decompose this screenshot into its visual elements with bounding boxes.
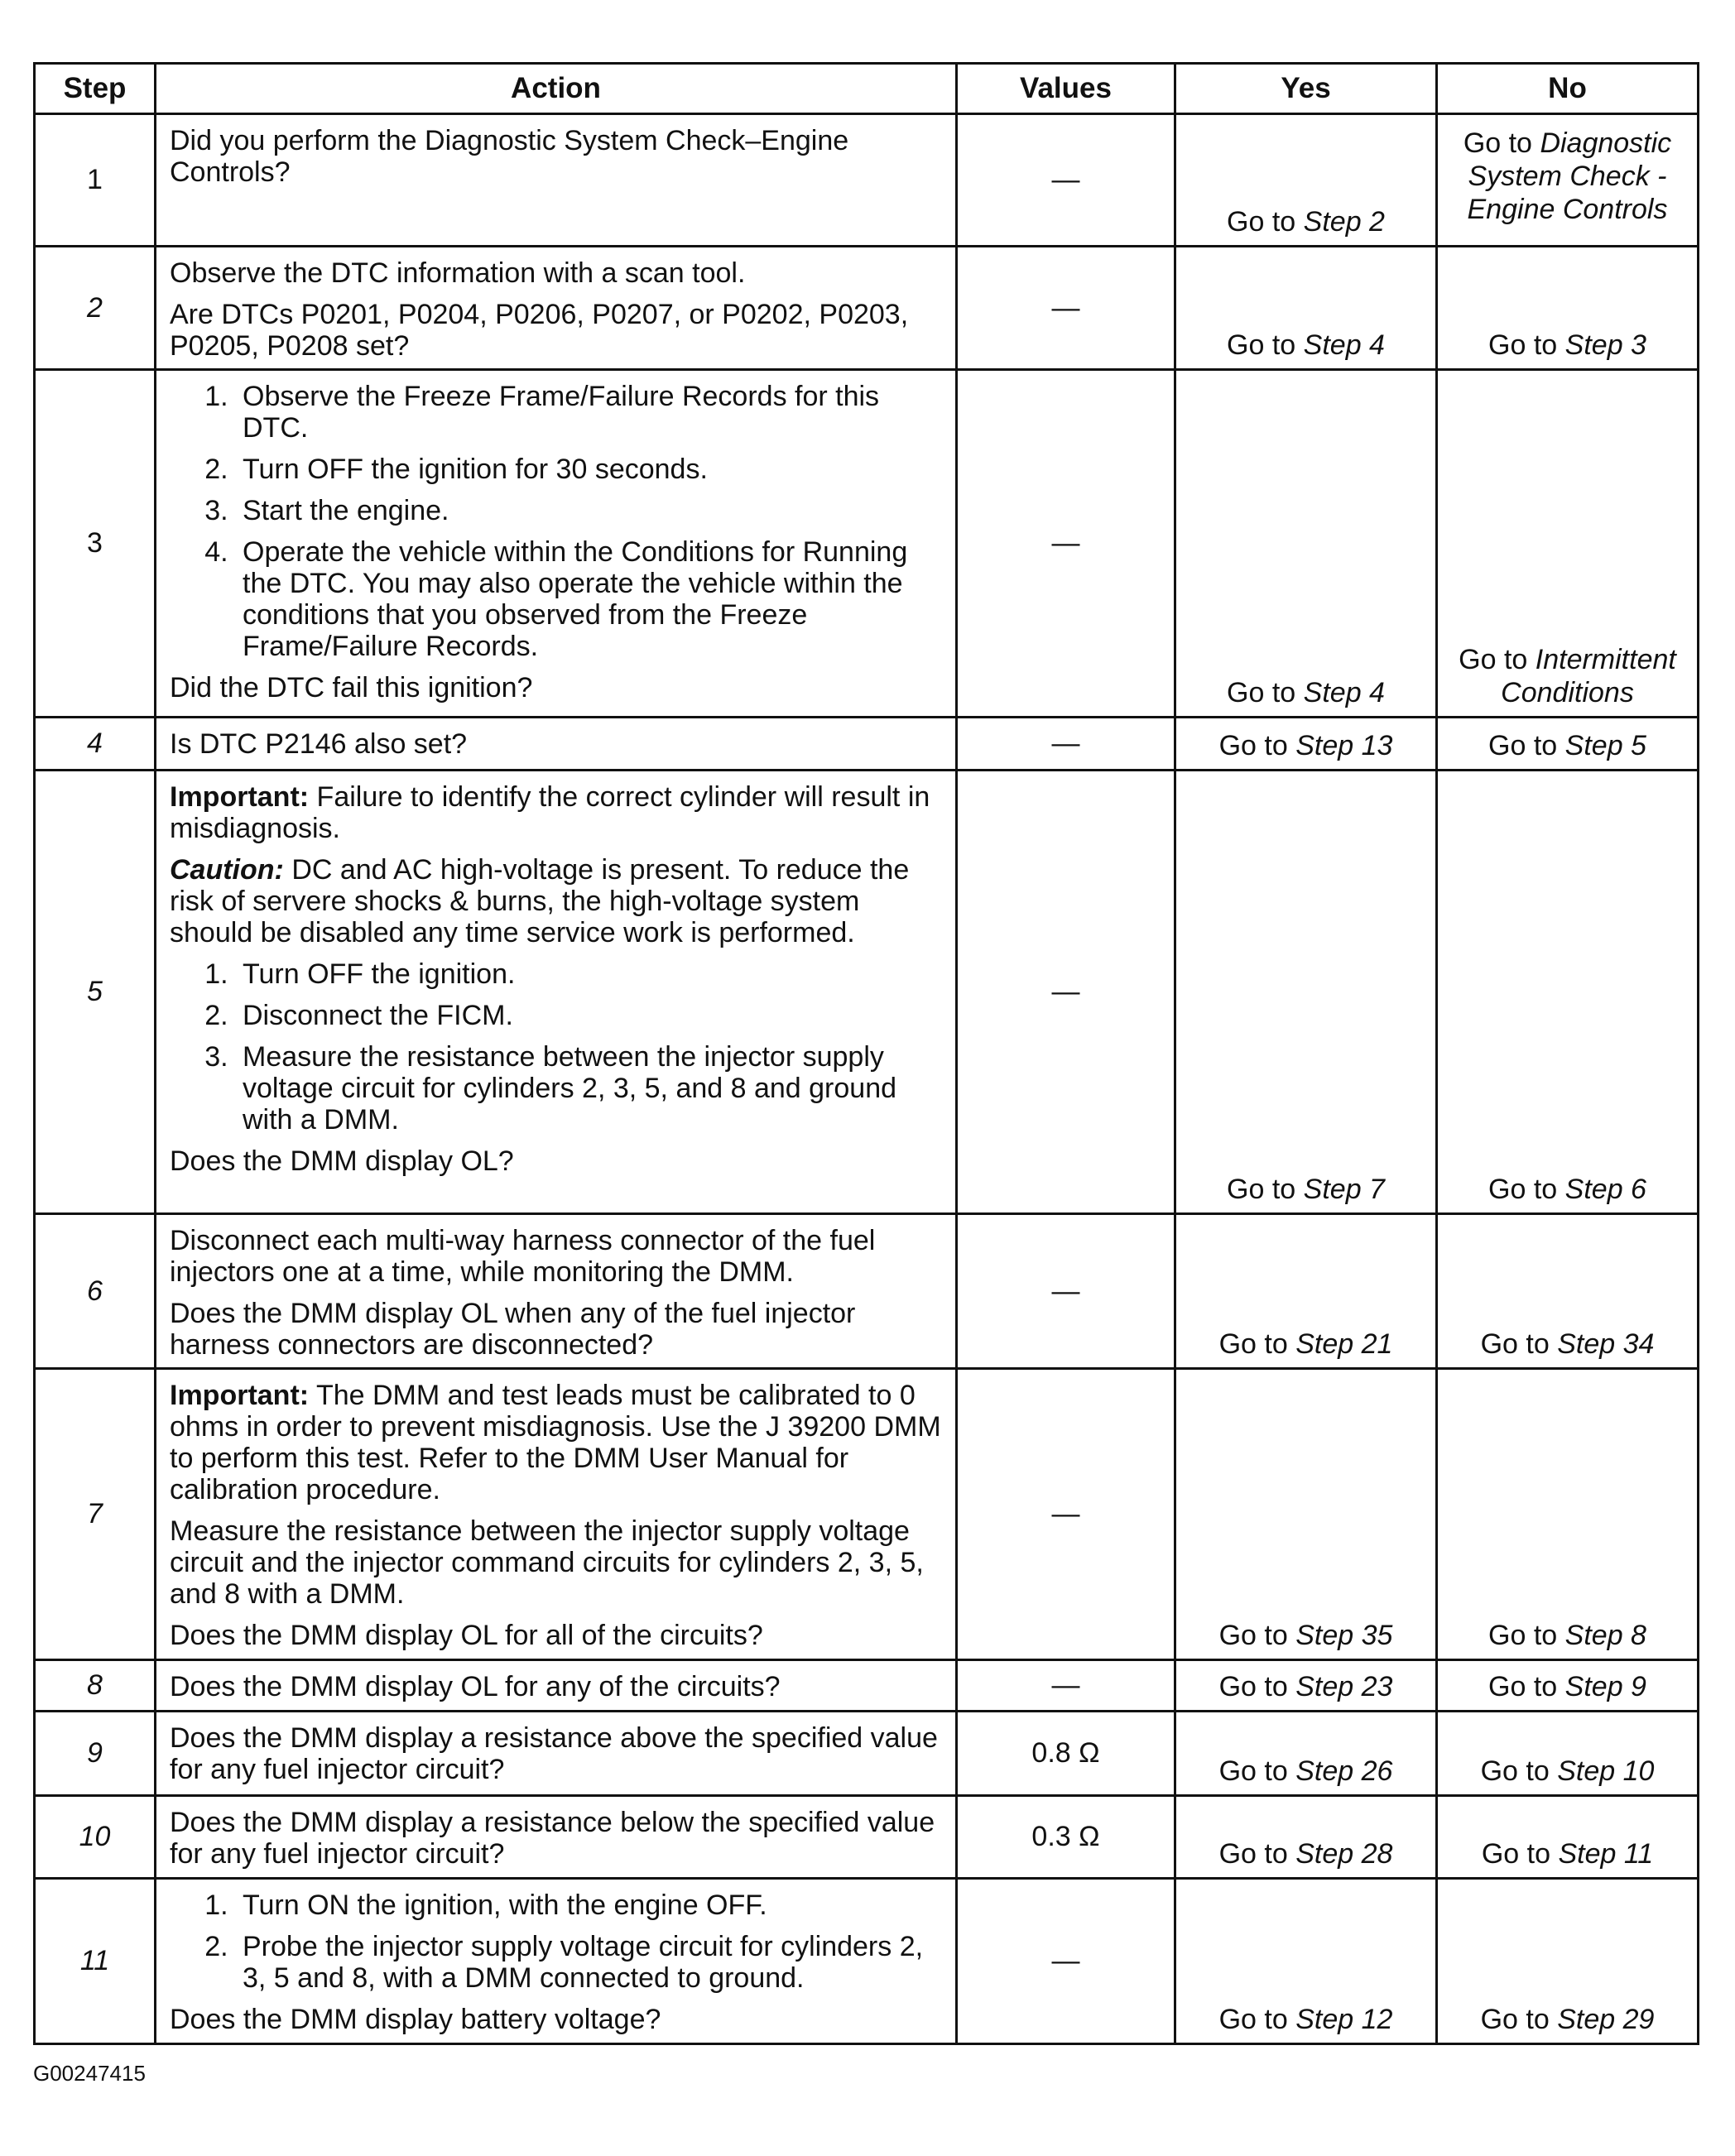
table-row	[35, 1712, 1699, 1796]
action-text: Disconnect each multi-way harness connector of the fuel injectors one at a time, while monitoring the DMM.	[170, 1225, 876, 1288]
table-row	[35, 1369, 1699, 1660]
go-to-text: Go to	[1488, 1174, 1558, 1205]
no-target: Step 10	[1557, 1755, 1655, 1787]
go-to-text: Go to	[1488, 329, 1558, 361]
go-to-text: Go to	[1218, 1328, 1288, 1360]
yes-cell	[1175, 1369, 1437, 1660]
action-question: Does the DMM display OL for any of the circuits?	[170, 1671, 781, 1702]
step-number: 11	[35, 1879, 156, 2044]
table-row	[35, 1796, 1699, 1879]
action-question: Does the DMM display OL for all of the circuits?	[170, 1620, 763, 1651]
value-cell: 0.3 Ω	[957, 1796, 1175, 1879]
header-no: No	[1437, 64, 1699, 114]
no-cell	[1437, 370, 1699, 718]
yes-cell	[1175, 370, 1437, 718]
yes-cell	[1175, 718, 1437, 771]
action-cell	[156, 718, 957, 771]
action-question: Does the DMM display OL?	[170, 1145, 514, 1177]
step-number: 6	[35, 1214, 156, 1369]
yes-target: Step 2	[1303, 206, 1385, 238]
action-question: Did the DTC fail this ignition?	[170, 672, 533, 703]
go-to-text: Go to	[1480, 2004, 1550, 2035]
go-to-text: Go to	[1480, 1755, 1550, 1787]
value-cell: —	[957, 247, 1175, 370]
no-cell	[1437, 771, 1699, 1214]
step-number: 9	[35, 1712, 156, 1796]
procedure-step: 1. Observe the Freeze Frame/Failure Records for this DTC.	[236, 381, 944, 444]
action-question: Is DTC P2146 also set?	[170, 728, 468, 760]
procedure-step: 1. Turn OFF the ignition.	[236, 958, 944, 990]
step-number: 2	[35, 247, 156, 370]
go-to-text: Go to	[1463, 127, 1532, 159]
yes-cell	[1175, 1712, 1437, 1796]
procedure-list	[170, 1890, 944, 1994]
no-cell	[1437, 1879, 1699, 2044]
table-row	[35, 771, 1699, 1214]
table-row	[35, 114, 1699, 247]
action-cell	[156, 1796, 957, 1879]
yes-target: Step 35	[1295, 1620, 1393, 1651]
go-to-text: Go to	[1218, 1838, 1288, 1870]
no-target: Step 29	[1557, 2004, 1655, 2035]
go-to-text: Go to	[1218, 1671, 1288, 1702]
go-to-text: Go to	[1481, 1838, 1551, 1870]
step-number: 1	[35, 114, 156, 247]
important-note	[170, 1380, 944, 1505]
action-question: Are DTCs P0201, P0204, P0206, P0207, or P0202, P0203, P0205, P0208 set?	[170, 299, 909, 362]
action-text: Measure the resistance between the injector supply voltage circuit and the injector command circuits for cylinders 2, 3, 5, and 8 with a DMM.	[170, 1515, 924, 1610]
no-target: Intermittent Conditions	[1501, 644, 1676, 708]
action-question: Does the DMM display battery voltage?	[170, 2004, 661, 2035]
yes-cell	[1175, 1879, 1437, 2044]
action-cell	[156, 114, 957, 247]
caution-note	[170, 854, 944, 948]
action-cell	[156, 1879, 957, 2044]
yes-target: Step 28	[1295, 1838, 1393, 1870]
go-to-text: Go to	[1218, 1755, 1288, 1787]
action-question: Does the DMM display a resistance above the specified value for any fuel injector circuit?	[170, 1722, 938, 1785]
action-cell	[156, 247, 957, 370]
procedure-step: 3. Start the engine.	[236, 495, 944, 526]
action-text: Did you perform the Diagnostic System Check–Engine Controls?	[170, 125, 849, 188]
no-target: Step 3	[1564, 329, 1646, 361]
value-cell: 0.8 Ω	[957, 1712, 1175, 1796]
yes-target: Step 12	[1295, 2004, 1393, 2035]
procedure-step: 3. Measure the resistance between the injector supply voltage circuit for cylinders 2, 3, 5, and 8 and ground with a DMM.	[236, 1041, 944, 1136]
procedure-list	[170, 958, 944, 1136]
step-number: 8	[35, 1660, 156, 1712]
go-to-text: Go to	[1480, 1328, 1550, 1360]
value-cell: —	[957, 1369, 1175, 1660]
go-to-text: Go to	[1488, 730, 1558, 761]
procedure-step: 4. Operate the vehicle within the Conditions for Running the DTC. You may also operate the vehicle within the conditions that you observed from the Freeze Frame/Failure Records.	[236, 536, 944, 662]
step-number: 3	[35, 370, 156, 718]
yes-cell	[1175, 1214, 1437, 1369]
procedure-step: 2. Turn OFF the ignition for 30 seconds.	[236, 454, 944, 485]
table-row	[35, 1879, 1699, 2044]
go-to-text: Go to	[1227, 1174, 1296, 1205]
step-number: 10	[35, 1796, 156, 1879]
yes-target: Step 4	[1303, 329, 1385, 361]
procedure-step: 2. Probe the injector supply voltage circuit for cylinders 2, 3, 5 and 8, with a DMM connected to ground.	[236, 1931, 944, 1994]
yes-target: Step 13	[1295, 730, 1393, 761]
action-cell	[156, 1660, 957, 1712]
no-cell	[1437, 1660, 1699, 1712]
go-to-text: Go to	[1218, 730, 1288, 761]
no-cell	[1437, 1796, 1699, 1879]
header-row	[35, 64, 1699, 114]
table-row	[35, 247, 1699, 370]
no-cell	[1437, 247, 1699, 370]
no-target: Step 9	[1564, 1671, 1646, 1702]
action-cell	[156, 1712, 957, 1796]
value-cell: —	[957, 1660, 1175, 1712]
header-values: Values	[957, 64, 1175, 114]
no-cell	[1437, 1369, 1699, 1660]
go-to-text: Go to	[1488, 1671, 1558, 1702]
action-text: Observe the DTC information with a scan tool.	[170, 257, 746, 289]
action-cell	[156, 1214, 957, 1369]
step-number: 4	[35, 718, 156, 771]
no-target: Step 5	[1564, 730, 1646, 761]
action-cell	[156, 771, 957, 1214]
important-label: Important:	[170, 1380, 310, 1411]
go-to-text: Go to	[1227, 206, 1296, 238]
yes-target: Step 21	[1295, 1328, 1393, 1360]
diagnostic-table	[33, 62, 1699, 2045]
go-to-text: Go to	[1227, 677, 1296, 708]
no-target: Diagnostic System Check - Engine Controls	[1467, 127, 1672, 225]
value-cell: —	[957, 1214, 1175, 1369]
important-text: The DMM and test leads must be calibrated to 0 ohms in order to prevent misdiagnosis. Use the J 39200 DMM to perform this test. Refer to the DMM User Manual for calibration procedure.	[170, 1380, 941, 1505]
table-row	[35, 718, 1699, 771]
value-cell: —	[957, 114, 1175, 247]
no-target: Step 34	[1557, 1328, 1655, 1360]
step-number: 5	[35, 771, 156, 1214]
table-row	[35, 1214, 1699, 1369]
yes-cell	[1175, 1796, 1437, 1879]
action-question: Does the DMM display OL when any of the fuel injector harness connectors are disconnected?	[170, 1298, 856, 1361]
header-yes: Yes	[1175, 64, 1437, 114]
yes-cell	[1175, 247, 1437, 370]
yes-target: Step 4	[1303, 677, 1385, 708]
value-cell: —	[957, 771, 1175, 1214]
step-number: 7	[35, 1369, 156, 1660]
yes-target: Step 26	[1295, 1755, 1393, 1787]
no-target: Step 6	[1564, 1174, 1646, 1205]
go-to-text: Go to	[1459, 644, 1528, 675]
action-question: Does the DMM display a resistance below the specified value for any fuel injector circuit?	[170, 1807, 935, 1870]
table-row	[35, 1660, 1699, 1712]
value-cell: —	[957, 718, 1175, 771]
yes-cell	[1175, 771, 1437, 1214]
procedure-step: 2. Disconnect the FICM.	[236, 1000, 944, 1031]
no-cell	[1437, 114, 1699, 247]
go-to-text: Go to	[1218, 2004, 1288, 2035]
procedure-step: 1. Turn ON the ignition, with the engine OFF.	[236, 1890, 944, 1921]
caution-label: Caution:	[170, 854, 284, 886]
procedure-list	[170, 381, 944, 662]
no-target: Step 8	[1564, 1620, 1646, 1651]
yes-cell	[1175, 114, 1437, 247]
yes-target: Step 23	[1295, 1671, 1393, 1702]
caution-text: DC and AC high-voltage is present. To reduce the risk of servere shocks & burns, the high-voltage system should be disabled any time service work is performed.	[170, 854, 910, 948]
figure-code: G00247415	[33, 2061, 146, 2086]
value-cell: —	[957, 1879, 1175, 2044]
no-cell	[1437, 718, 1699, 771]
yes-target: Step 7	[1303, 1174, 1385, 1205]
no-target: Step 11	[1558, 1838, 1654, 1870]
no-cell	[1437, 1214, 1699, 1369]
important-note	[170, 781, 944, 844]
no-cell	[1437, 1712, 1699, 1796]
important-text: Failure to identify the correct cylinder will result in misdiagnosis.	[170, 781, 930, 844]
table-row	[35, 370, 1699, 718]
header-action: Action	[156, 64, 957, 114]
yes-cell	[1175, 1660, 1437, 1712]
go-to-text: Go to	[1488, 1620, 1558, 1651]
important-label: Important:	[170, 781, 310, 813]
go-to-text: Go to	[1218, 1620, 1288, 1651]
action-cell	[156, 370, 957, 718]
header-step: Step	[35, 64, 156, 114]
value-cell: —	[957, 370, 1175, 718]
action-cell	[156, 1369, 957, 1660]
go-to-text: Go to	[1227, 329, 1296, 361]
